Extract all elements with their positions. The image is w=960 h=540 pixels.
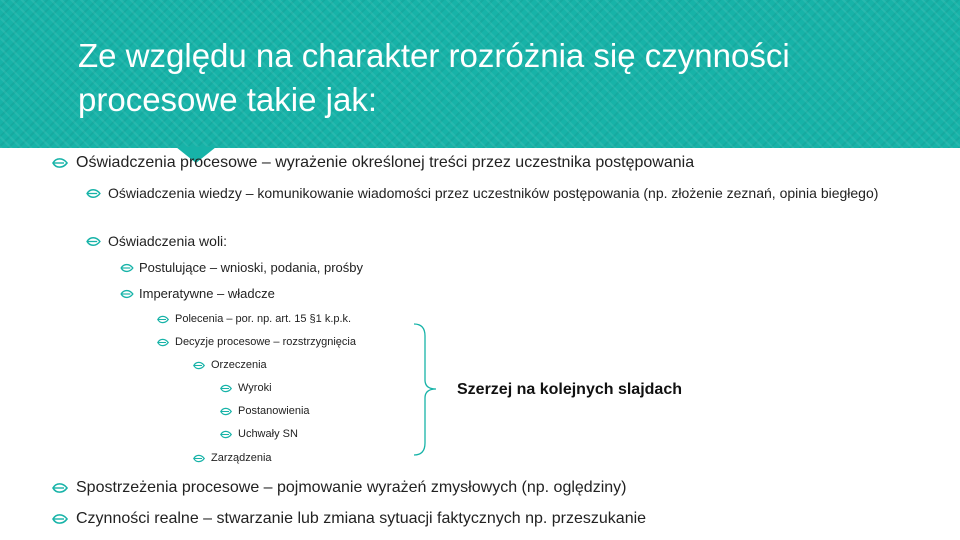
item-text: Postanowienia xyxy=(238,405,310,417)
item-text: Zarządzenia xyxy=(211,452,272,464)
item-text: Uchwały SN xyxy=(238,428,298,440)
see-next-slides-note: Szerzej na kolejnych slajdach xyxy=(457,381,682,398)
leaf-bullet-icon xyxy=(193,357,211,370)
leaf-bullet-icon xyxy=(120,285,139,299)
list-item xyxy=(220,403,400,419)
item-text: Oświadczenia woli: xyxy=(108,233,228,249)
item-text: Wyroki xyxy=(238,382,272,394)
leaf-bullet-icon xyxy=(220,403,238,416)
leaf-bullet-icon xyxy=(52,153,76,169)
list-item xyxy=(220,426,400,442)
item-text: Postulujące – wnioski, podania, prośby xyxy=(139,260,364,275)
list-item xyxy=(193,357,393,373)
leaf-bullet-icon xyxy=(193,450,211,463)
leaf-bullet-icon xyxy=(120,259,139,273)
item-text: Spostrzeżenia procesowe – pojmowanie wyrażeń zmysłowych (np. oględziny) xyxy=(76,479,627,496)
leaf-bullet-icon xyxy=(220,380,238,393)
list-item xyxy=(120,259,920,277)
leaf-bullet-icon xyxy=(157,334,175,347)
leaf-bullet-icon xyxy=(52,478,76,494)
list-item xyxy=(120,285,920,303)
leaf-bullet-icon xyxy=(52,509,76,525)
list-item xyxy=(52,478,932,498)
leaf-bullet-icon xyxy=(86,183,108,199)
item-text: Decyzje procesowe – rozstrzygnięcia xyxy=(175,336,356,348)
item-text: Imperatywne – władcze xyxy=(139,286,275,301)
slide-title: Ze względu na charakter rozróżnia się czynności procesowe takie jak: xyxy=(78,37,790,118)
leaf-bullet-icon xyxy=(220,426,238,439)
list-item xyxy=(52,509,932,529)
item-text: Orzeczenia xyxy=(211,359,267,371)
list-item xyxy=(193,450,393,466)
item-text: Polecenia – por. np. art. 15 §1 k.p.k. xyxy=(175,313,352,325)
item-text: Czynności realne – stwarzanie lub zmiana sytuacji faktycznych np. przeszukanie xyxy=(76,510,647,527)
list-item xyxy=(86,231,940,252)
leaf-bullet-icon xyxy=(157,311,175,324)
leaf-bullet-icon xyxy=(86,231,108,247)
list-item xyxy=(220,380,400,396)
list-item xyxy=(86,183,940,204)
item-text: Oświadczenia wiedzy – komunikowanie wiadomości przez uczestników postępowania (np. złożenie zeznań, opinia biegłego) xyxy=(108,185,879,201)
right-curly-brace xyxy=(410,322,440,457)
item-text: Oświadczenia procesowe – wyrażenie określonej treści przez uczestnika postępowania xyxy=(76,154,695,171)
list-item xyxy=(52,153,932,173)
